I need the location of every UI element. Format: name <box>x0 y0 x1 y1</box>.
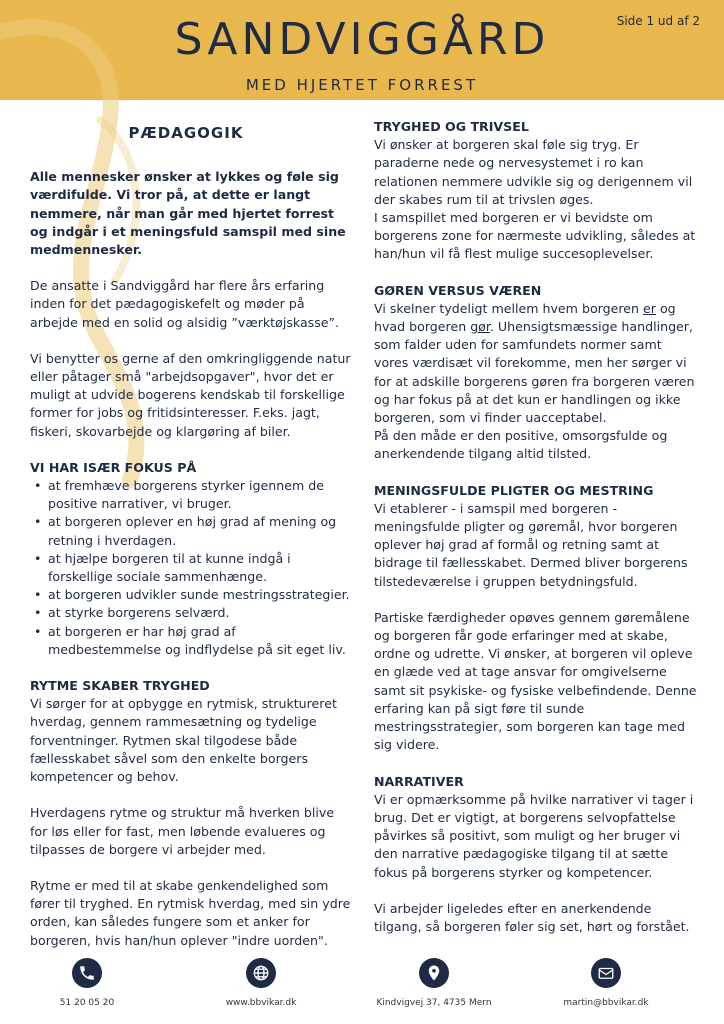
list-item: • at borgeren oplever en høj grad af mening og retning i hverdagen. <box>30 513 352 549</box>
goeren-paragraph-1 <box>374 300 698 427</box>
footer-email <box>531 958 681 1008</box>
brand-subtitle: MED HJERTET FORREST <box>245 76 479 94</box>
footer-web-label[interactable]: www.bbvikar.dk <box>225 998 297 1008</box>
focus-list <box>30 477 352 659</box>
phone-icon <box>72 958 102 988</box>
goeren-er-emphasis: er <box>643 300 656 316</box>
footer-phone-label: 51 20 05 20 <box>59 998 115 1008</box>
goeren-goer-emphasis: gør <box>470 319 490 335</box>
rytme-heading: RYTME SKABER TRYGHED <box>30 678 210 694</box>
list-item: • at borgeren er har høj grad af medbestemmelse og indflydelse på sit eget liv. <box>30 623 352 659</box>
mail-icon <box>591 958 621 988</box>
nature-paragraph: Vi benytter os gerne af den omkringliggende natur eller påtager små "arbejdsopgaver", hvor det er muligt at udvide bogerens kendskab til forskellige former for jobs og fritidsinteresser. F.eks. jagt, fiskeri, skovarbejde og klargøring af biler. <box>30 350 351 439</box>
footer-address <box>359 958 509 1008</box>
footer-address-label: Kindvigvej 37, 4735 Mern <box>376 998 492 1008</box>
narrativer-heading: NARRATIVER <box>374 773 464 789</box>
narrativer-paragraph-2: Vi arbejder ligeledes efter en anerkendende tilgang, så borgeren føler sig set, hørt og forstået. <box>374 900 690 934</box>
page-footer <box>0 958 724 1018</box>
pligter-paragraph-2: Partiske færdigheder opøves gennem gøremålene og borgeren får gode erfaringer med at skabe, ordne og udrette. Vi ønsker, at borgeren vil opleve en glæde ved at tage ansvar for omgivelserne samt sit psykiske- og fysiske velbefindende. Denne erfaring kan på sigt føre til sunde mestringsstrategier, som borgeren kan tage med sig videre. <box>374 609 697 753</box>
focus-heading: VI HAR ISÆR FOKUS PÅ <box>30 459 197 475</box>
pligter-paragraph-1: Vi etablerer - i samspil med borgeren - meningsfulde pligter og gøremål, hvor borgeren oplever høj grad af formål og retning samt at bidrage til fællesskabet. Dermed bliver borgerens tilstedeværelse i gruppen betydningsfuld. <box>374 500 688 589</box>
goeren-text-b: og hvad borgeren <box>374 300 676 335</box>
tryghed-paragraph-1: Vi ønsker at borgeren skal føle sig tryg. Er paraderne nede og nervesystemet i ro kan relationen nemmere udvikle sig og derigennem vil der skabes rum til at trivslen øges. <box>374 137 693 207</box>
staff-paragraph: De ansatte i Sandviggård har flere års erfaring inden for det pædagogiskefelt og møder på arbejde med en solid og alsidig ”værktøjskasse”. <box>30 278 340 330</box>
rytme-paragraph-3: Rytme er med til at skabe genkendelighed som fører til tryghed. En rytmisk hverdag, med sin ydre orden, kan således fungere som et anker for borgeren, hvis han/hun oplever "indre uorden". <box>30 877 351 948</box>
goeren-paragraph-2: På den måde er den positive, omsorgsfulde og anerkendende tilgang altid tilsted. <box>374 428 668 462</box>
rytme-paragraph-1: Vi sørger for at opbygge en rytmisk, struktureret hverdag, gennem rammesætning og tydelige forventninger. Rytmen skal tilgodese både fællesskabet såvel som den enkelte borgers kompetencer og behov. <box>30 696 337 785</box>
footer-phone <box>12 958 162 1008</box>
list-item: • at hjælpe borgeren til at kunne indgå i forskellige sociale sammenhænge. <box>30 550 352 586</box>
footer-web <box>186 958 336 1008</box>
globe-icon <box>246 958 276 988</box>
rytme-paragraph-2: Hverdagens rytme og struktur må hverken blive for løs eller for fast, men løbende evalueres og tilpasses de borgere vi arbejder med. <box>30 805 335 857</box>
footer-email-label[interactable]: martin@bbvikar.dk <box>563 998 649 1008</box>
list-item: • at fremhæve borgerens styrker igennem de positive narrativer, vi bruger. <box>30 477 352 513</box>
left-column <box>30 118 352 950</box>
page-header <box>0 0 724 100</box>
right-column <box>374 118 698 936</box>
tryghed-paragraph-2: I samspillet med borgeren er vi bevidste om borgerens zone for nærmeste udvikling, således at han/hun vil få flest mulige succesoplevelser. <box>374 210 696 262</box>
list-item: • at styrke borgerens selværd. <box>30 604 352 622</box>
brand-title: SANDVIGGÅRD <box>174 14 550 65</box>
narrativer-paragraph-1: Vi er opmærksomme på hvilke narrativer vi tager i brug. Det er vigtigt, at borgerens selvopfattelse påvirkes så positivt, som muligt og her bruger vi den narrative pædagogiske tilgang til at sætte fokus på borgerens styrker og kompetencer. <box>374 791 694 880</box>
intro-paragraph: Alle mennesker ønsker at lykkes og føle sig værdifulde. Vi tror på, at dette er langt nemmere, når man går med hjertet forrest og indgår i et meningsfuld samspil med sine medmennesker. <box>30 169 346 258</box>
pligter-heading: MENINGSFULDE PLIGTER OG MESTRING <box>374 482 654 498</box>
page-heading: PÆDAGOGIK <box>128 124 244 142</box>
page-number: Side 1 ud af 2 <box>616 14 700 28</box>
goeren-text-c: . Uhensigtsmæssige handlinger, som falder uden for samfundets normer samt vores værdisæt vil forekomme, men her sørger vi for at adskille borgerens gøren fra borgeren væren og har fokus på at det kun er handlingen og ikke borgeren, som vi finder uacceptabel. <box>374 319 695 426</box>
list-item: • at borgeren udvikler sunde mestringsstrategier. <box>30 586 352 604</box>
location-pin-icon <box>419 958 449 988</box>
tryghed-heading: TRYGHED OG TRIVSEL <box>374 119 529 134</box>
goeren-text-a: Vi skelner tydeligt mellem hvem borgeren <box>374 300 643 316</box>
goeren-heading: GØREN VERSUS VÆREN <box>374 282 542 298</box>
